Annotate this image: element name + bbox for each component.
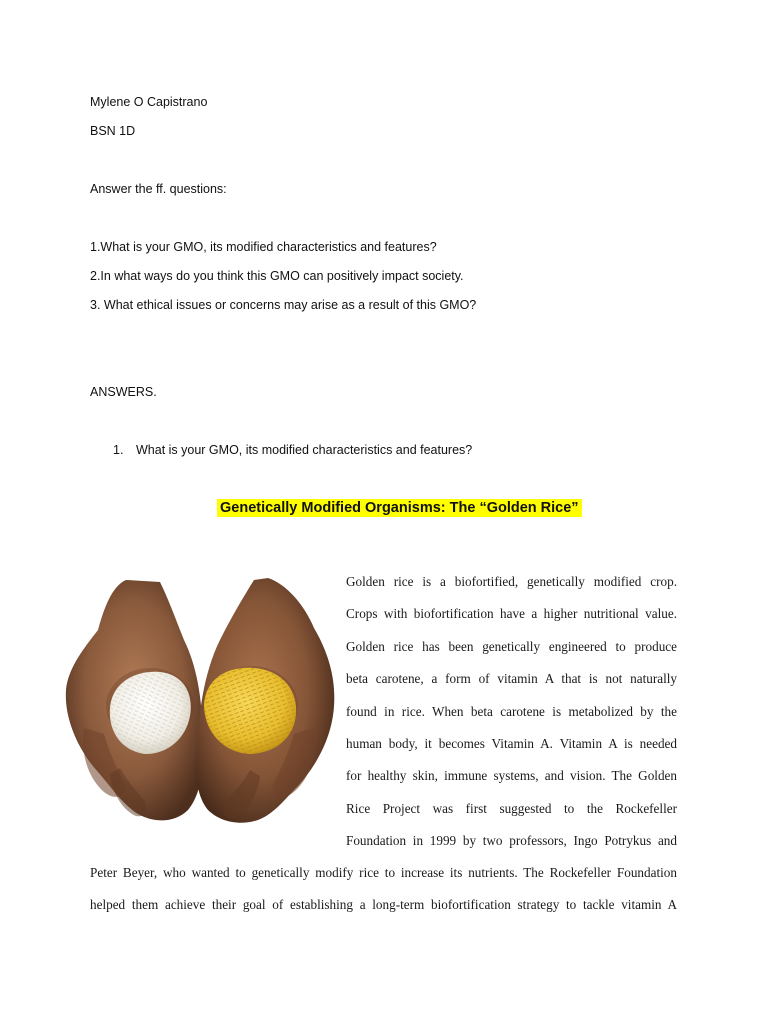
author-name: Mylene O Capistrano <box>90 95 208 109</box>
answer-list-item <box>113 443 472 457</box>
answer-item-number: 1. <box>113 443 124 457</box>
answers-heading: ANSWERS. <box>90 385 157 399</box>
body-paragraph-side <box>346 566 677 858</box>
body-line: Rice Project was first suggested to the Rockefeller <box>346 800 677 816</box>
course-section: BSN 1D <box>90 124 136 138</box>
instructions: Answer the ff. questions: <box>90 182 227 196</box>
body-paragraph-full <box>90 857 677 922</box>
question-1: 1.What is your GMO, its modified characteristics and features? <box>90 240 437 254</box>
body-line: found in rice. When beta carotene is metabolized by the <box>346 703 677 719</box>
section-title: Genetically Modified Organisms: The “Golden Rice” <box>217 499 582 517</box>
body-line: for healthy skin, immune systems, and vision. The Golden <box>346 768 677 784</box>
question-3: 3. What ethical issues or concerns may arise as a result of this GMO? <box>90 298 477 312</box>
body-line: helped them achieve their goal of establishing a long-term biofortification strategy to tackle vitamin A <box>90 897 677 913</box>
body-line: Peter Beyer, who wanted to genetically modify rice to increase its nutrients. The Rockefeller Foundation <box>90 865 677 880</box>
body-line: Golden rice has been genetically engineered to produce <box>346 638 677 654</box>
answer-item-text: What is your GMO, its modified characteristics and features? <box>136 443 473 457</box>
question-2: 2.In what ways do you think this GMO can positively impact society. <box>90 269 464 283</box>
body-line: Foundation in 1999 by two professors, Ingo Potrykus and <box>346 833 677 849</box>
hands-holding-rice-image <box>64 578 336 824</box>
body-line: Golden rice is a biofortified, genetically modified crop. <box>346 574 677 589</box>
body-line: beta carotene, a form of vitamin A that is not naturally <box>346 671 677 687</box>
body-line: human body, it becomes Vitamin A. Vitamin A is needed <box>346 736 677 752</box>
body-line: Crops with biofortification have a higher nutritional value. <box>346 606 677 622</box>
